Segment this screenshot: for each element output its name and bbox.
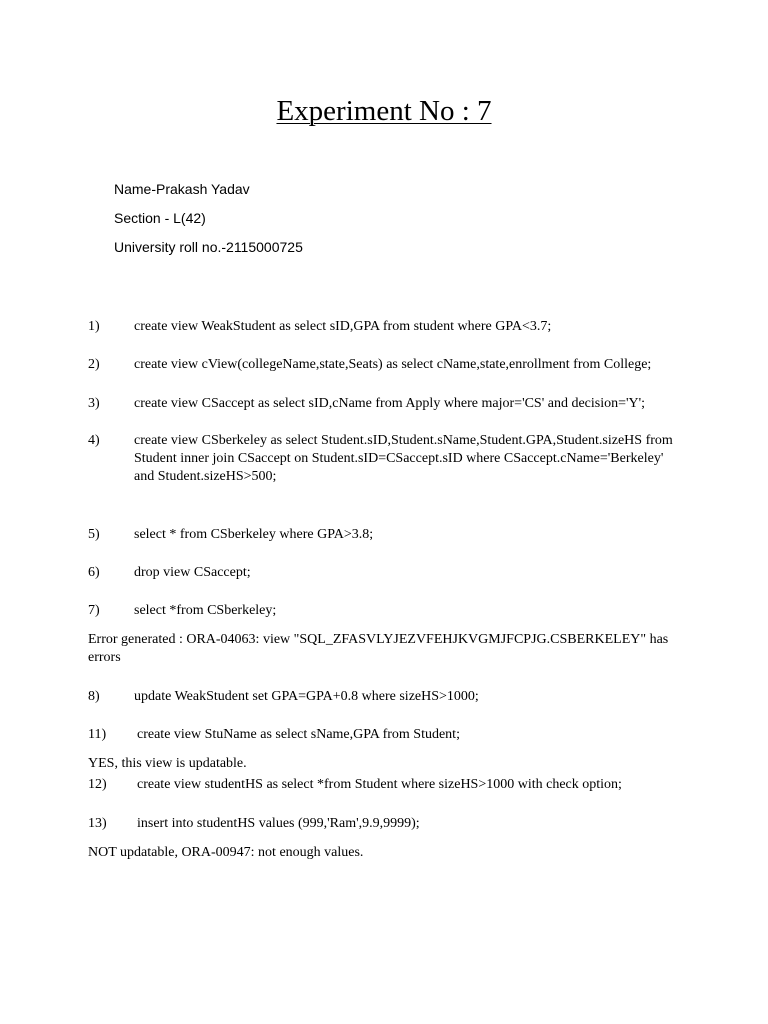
- not-updatable-note: NOT updatable, ORA-00947: not enough values.: [88, 845, 364, 860]
- item-query: select * from CSberkeley where GPA>3.8;: [134, 527, 374, 542]
- item-query-multiline: [134, 432, 674, 486]
- item-query: create view StuName as select sName,GPA from Student;: [137, 727, 460, 742]
- item-number: 2): [88, 357, 100, 372]
- student-section: Section - L(42): [114, 210, 206, 226]
- item-query: create view WeakStudent as select sID,GPA from student where GPA<3.7;: [134, 319, 552, 334]
- error-message: [88, 631, 678, 667]
- item-number: 12): [88, 777, 107, 792]
- item-query: create view cView(collegeName,state,Seats) as select cName,state,enrollment from College;: [134, 357, 652, 372]
- item-query: create view CSaccept as select sID,cName from Apply where major='CS' and decision='Y';: [134, 396, 646, 411]
- item-number: 11): [88, 727, 107, 742]
- item-number: 3): [88, 396, 100, 411]
- item-query-line: Student inner join CSaccept on Student.sID=CSaccept.sID where CSaccept.cName='Berkeley': [134, 451, 664, 466]
- item-query: drop view CSaccept;: [134, 565, 251, 580]
- page-title-text: Experiment No : 7: [276, 95, 492, 127]
- item-number: 6): [88, 565, 100, 580]
- updatable-note: YES, this view is updatable.: [88, 756, 247, 771]
- page-title: [0, 93, 768, 129]
- item-query: update WeakStudent set GPA=GPA+0.8 where sizeHS>1000;: [134, 689, 479, 704]
- item-query: insert into studentHS values (999,'Ram',9.9,9999);: [137, 816, 420, 831]
- item-number: 1): [88, 319, 100, 334]
- item-number: 5): [88, 527, 100, 542]
- item-number: 8): [88, 689, 100, 704]
- item-number: 4): [88, 433, 100, 448]
- student-name: Name-Prakash Yadav: [114, 181, 250, 197]
- error-message-line: Error generated : ORA-04063: view "SQL_ZFASVLYJEZVFEHJKVGMJFCPJG.CSBERKELEY" has: [88, 632, 669, 647]
- student-roll-number: University roll no.-2115000725: [114, 239, 303, 255]
- error-message-line: errors: [88, 650, 121, 665]
- item-number: 7): [88, 603, 100, 618]
- item-query: create view studentHS as select *from Student where sizeHS>1000 with check option;: [137, 777, 622, 792]
- item-query-line: create view CSberkeley as select Student.sID,Student.sName,Student.GPA,Student.sizeHS from: [134, 433, 673, 448]
- item-number: 13): [88, 816, 107, 831]
- item-query: select *from CSberkeley;: [134, 603, 277, 618]
- item-query-line: and Student.sizeHS>500;: [134, 469, 277, 484]
